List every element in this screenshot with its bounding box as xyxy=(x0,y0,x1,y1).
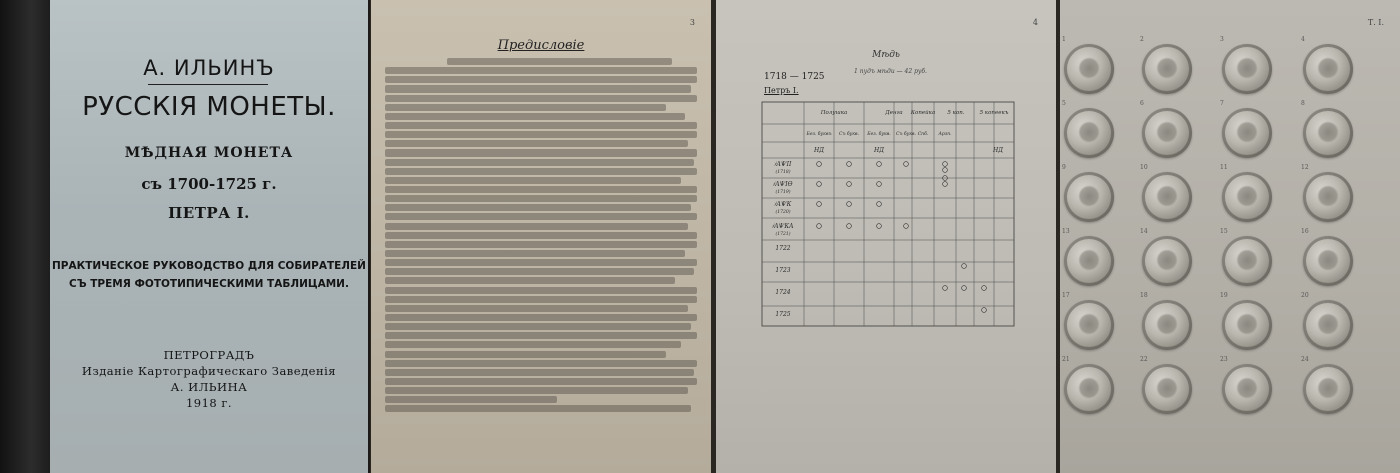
coin-number: 15 xyxy=(1220,228,1228,235)
coin-number: 12 xyxy=(1301,164,1309,171)
table-column-header: Денга xyxy=(885,110,903,116)
table-row-label: 1725 xyxy=(775,311,791,318)
coin-photo xyxy=(1222,300,1272,350)
handwritten-line xyxy=(385,250,685,257)
cover-subtitle-metal: МѢДНАЯ МОНЕТА xyxy=(124,145,294,161)
coin-photo xyxy=(1303,44,1353,94)
table-entry-mark xyxy=(877,182,882,187)
page-number: 4 xyxy=(1032,18,1038,27)
table-entry-mark xyxy=(943,286,948,291)
handwritten-text-block xyxy=(385,58,697,414)
cover-subtitle-years: съ 1700-1725 г. xyxy=(141,175,277,193)
handwritten-line xyxy=(385,159,694,166)
table-entry-mark xyxy=(817,162,822,167)
publisher-name: А. ИЛЬИНА xyxy=(170,380,248,394)
coin-number: 1 xyxy=(1062,36,1066,43)
coin-number: 6 xyxy=(1140,100,1144,107)
cover-description-line1: ПРАКТИЧЕСКОЕ РУКОВОДСТВО ДЛЯ СОБИРАТЕЛЕЙ xyxy=(52,260,366,272)
coin-number: 3 xyxy=(1220,36,1224,43)
table-row-label: 1722 xyxy=(775,245,791,252)
coin-photo xyxy=(1222,364,1272,414)
handwritten-line xyxy=(385,113,685,120)
table-entry-mark xyxy=(817,224,822,229)
coin-photo xyxy=(1303,172,1353,222)
handwritten-line xyxy=(385,396,557,403)
cover-author: А. ИЛЬИНЪ xyxy=(143,56,275,80)
handwritten-line xyxy=(385,140,688,147)
coin-photo xyxy=(1064,44,1114,94)
handwritten-line xyxy=(385,76,697,83)
table-entry-mark xyxy=(943,168,948,173)
table-sub-header: Арзп. xyxy=(938,132,952,137)
coin-photo xyxy=(1303,364,1353,414)
table-entry-mark xyxy=(943,182,948,187)
handwritten-line xyxy=(385,387,688,394)
handwritten-line xyxy=(385,232,697,239)
coin-number: 4 xyxy=(1301,36,1305,43)
table-nd-mark: НД xyxy=(813,147,825,154)
handwritten-line xyxy=(385,378,697,385)
coin-photo xyxy=(1064,236,1114,286)
table-column-header: 5 коп. xyxy=(947,110,965,116)
coin-catalog-table xyxy=(716,0,1056,473)
page-number: 3 xyxy=(689,18,695,27)
handwritten-line xyxy=(385,177,681,184)
table-nd-mark: НД xyxy=(992,147,1004,154)
cover-description-line2: СЪ ТРЕМЯ ФОТОТИПИЧЕСКИМИ ТАБЛИЦАМИ. xyxy=(69,278,349,290)
table-sub-header: Без. буквъ xyxy=(806,132,832,137)
table-heading: Мѣдь xyxy=(872,50,900,60)
coin-photo xyxy=(1222,108,1272,158)
cover-title: РУССКІЯ МОНЕТЫ. xyxy=(82,92,336,122)
coin-photo xyxy=(1064,172,1114,222)
cover-subtitle-reign: ПЕТРА I. xyxy=(168,204,250,222)
table-row-sublabel: (1718) xyxy=(775,170,791,175)
coin-photo xyxy=(1142,44,1192,94)
coin-number: 23 xyxy=(1220,356,1228,363)
coin-photo xyxy=(1222,44,1272,94)
handwritten-line xyxy=(447,58,672,65)
table-entry-mark xyxy=(943,162,948,167)
coin-number: 20 xyxy=(1301,292,1309,299)
coin-photo xyxy=(1303,300,1353,350)
publisher-line: Изданіе Картографическаго Заведенія xyxy=(81,364,337,378)
table-row-label: 1724 xyxy=(775,289,791,296)
publisher-city: ПЕТРОГРАДЪ xyxy=(163,348,255,362)
coin-photo xyxy=(1064,300,1114,350)
table-sub-header: Без. букв. xyxy=(867,132,891,137)
coin-number: 13 xyxy=(1062,228,1070,235)
coin-number: 14 xyxy=(1140,228,1148,235)
coin-photo xyxy=(1142,300,1192,350)
handwritten-line xyxy=(385,268,694,275)
handwritten-line xyxy=(385,95,697,102)
publisher-year: 1918 г. xyxy=(185,396,233,410)
table-row-sublabel: (1720) xyxy=(775,210,791,215)
coin-number: 22 xyxy=(1140,356,1148,363)
coin-number: 24 xyxy=(1301,356,1309,363)
coin-plate-page xyxy=(1060,0,1400,473)
coin-number: 17 xyxy=(1062,292,1070,299)
handwritten-line xyxy=(385,332,697,339)
table-entry-mark xyxy=(982,286,987,291)
table-row-label: 1723 xyxy=(775,267,791,274)
coin-number: 2 xyxy=(1140,36,1144,43)
table-sub-header: Съ букв. xyxy=(839,132,859,137)
handwritten-line xyxy=(385,168,697,175)
table-entry-mark xyxy=(817,182,822,187)
coin-number: 18 xyxy=(1140,292,1148,299)
handwritten-line xyxy=(385,405,691,412)
table-entry-mark xyxy=(847,162,852,167)
handwritten-line xyxy=(385,296,697,303)
table-entry-mark xyxy=(847,202,852,207)
table-entry-mark xyxy=(962,286,967,291)
handwritten-line xyxy=(385,259,697,266)
coin-photo xyxy=(1142,108,1192,158)
table-ruler: Петръ I. xyxy=(764,86,799,95)
cover-paper xyxy=(50,0,368,473)
handwritten-line xyxy=(385,277,675,284)
coin-number: 5 xyxy=(1062,100,1066,107)
handwritten-line xyxy=(385,241,697,248)
table-entry-mark xyxy=(962,264,967,269)
handwritten-line xyxy=(385,341,681,348)
handwritten-line xyxy=(385,186,697,193)
handwritten-line xyxy=(385,104,666,111)
table-page xyxy=(716,0,1056,473)
table-entry-mark xyxy=(847,182,852,187)
handwritten-line xyxy=(385,314,697,321)
coin-photo xyxy=(1303,236,1353,286)
author-underline xyxy=(148,84,268,85)
table-entry-mark xyxy=(904,162,909,167)
table-row-label: ҂АѰІІ xyxy=(774,161,792,168)
table-row-sublabel: (1719) xyxy=(775,190,791,195)
coin-number: 8 xyxy=(1301,100,1305,107)
coin-photo xyxy=(1222,236,1272,286)
coin-photo xyxy=(1142,364,1192,414)
handwritten-line xyxy=(385,67,697,74)
table-column-header: Копейка xyxy=(910,110,936,116)
coin-photo xyxy=(1222,172,1272,222)
handwritten-line xyxy=(385,323,691,330)
coin-photo xyxy=(1303,108,1353,158)
handwritten-line xyxy=(385,149,697,156)
table-entry-mark xyxy=(847,224,852,229)
table-entry-mark xyxy=(904,224,909,229)
table-row-label: ҂АѰІѲ xyxy=(773,181,793,188)
handwritten-line xyxy=(385,85,691,92)
coin-number: 16 xyxy=(1301,228,1309,235)
handwritten-line xyxy=(385,305,688,312)
handwritten-line xyxy=(385,131,697,138)
handwritten-line xyxy=(385,360,697,367)
handwritten-line xyxy=(385,223,688,230)
coin-number: 21 xyxy=(1062,356,1070,363)
table-row-label: ҂АѰКА xyxy=(772,223,794,230)
table-entry-mark xyxy=(877,162,882,167)
table-column-header: 5 копеекъ xyxy=(979,110,1009,116)
table-row-label: ҂АѰК xyxy=(774,201,792,208)
table-entry-mark xyxy=(877,202,882,207)
plate-label: Т. I. xyxy=(1367,18,1384,27)
book-spine xyxy=(0,0,52,473)
table-sub-header: Спб. xyxy=(917,132,929,137)
table-entry-mark xyxy=(877,224,882,229)
table-column-header: Полушка xyxy=(820,110,848,116)
coin-number: 19 xyxy=(1220,292,1228,299)
table-note: 1 пудъ мѣди — 42 руб. xyxy=(854,68,927,75)
preface-heading: Предисловіе xyxy=(497,38,585,53)
coin-number: 10 xyxy=(1140,164,1148,171)
table-years: 1718 — 1725 xyxy=(764,72,825,82)
coin-number: 11 xyxy=(1220,164,1228,171)
coin-number: 7 xyxy=(1220,100,1224,107)
coin-photo xyxy=(1064,108,1114,158)
handwritten-line xyxy=(385,122,697,129)
table-entry-mark xyxy=(817,202,822,207)
coin-photo xyxy=(1064,364,1114,414)
handwritten-line xyxy=(385,195,697,202)
table-sub-header: Съ букв. xyxy=(896,132,916,137)
coin-photo xyxy=(1142,236,1192,286)
book-cover xyxy=(0,0,370,473)
table-nd-mark: НД xyxy=(873,147,885,154)
coin-photo xyxy=(1142,172,1192,222)
coin-number: 9 xyxy=(1062,164,1066,171)
handwritten-line xyxy=(385,287,697,294)
handwritten-line xyxy=(385,351,666,358)
preface-page xyxy=(371,0,711,473)
table-entry-mark xyxy=(982,308,987,313)
table-row-sublabel: (1721) xyxy=(775,232,791,237)
handwritten-line xyxy=(385,213,697,220)
handwritten-line xyxy=(385,204,691,211)
handwritten-line xyxy=(385,369,694,376)
